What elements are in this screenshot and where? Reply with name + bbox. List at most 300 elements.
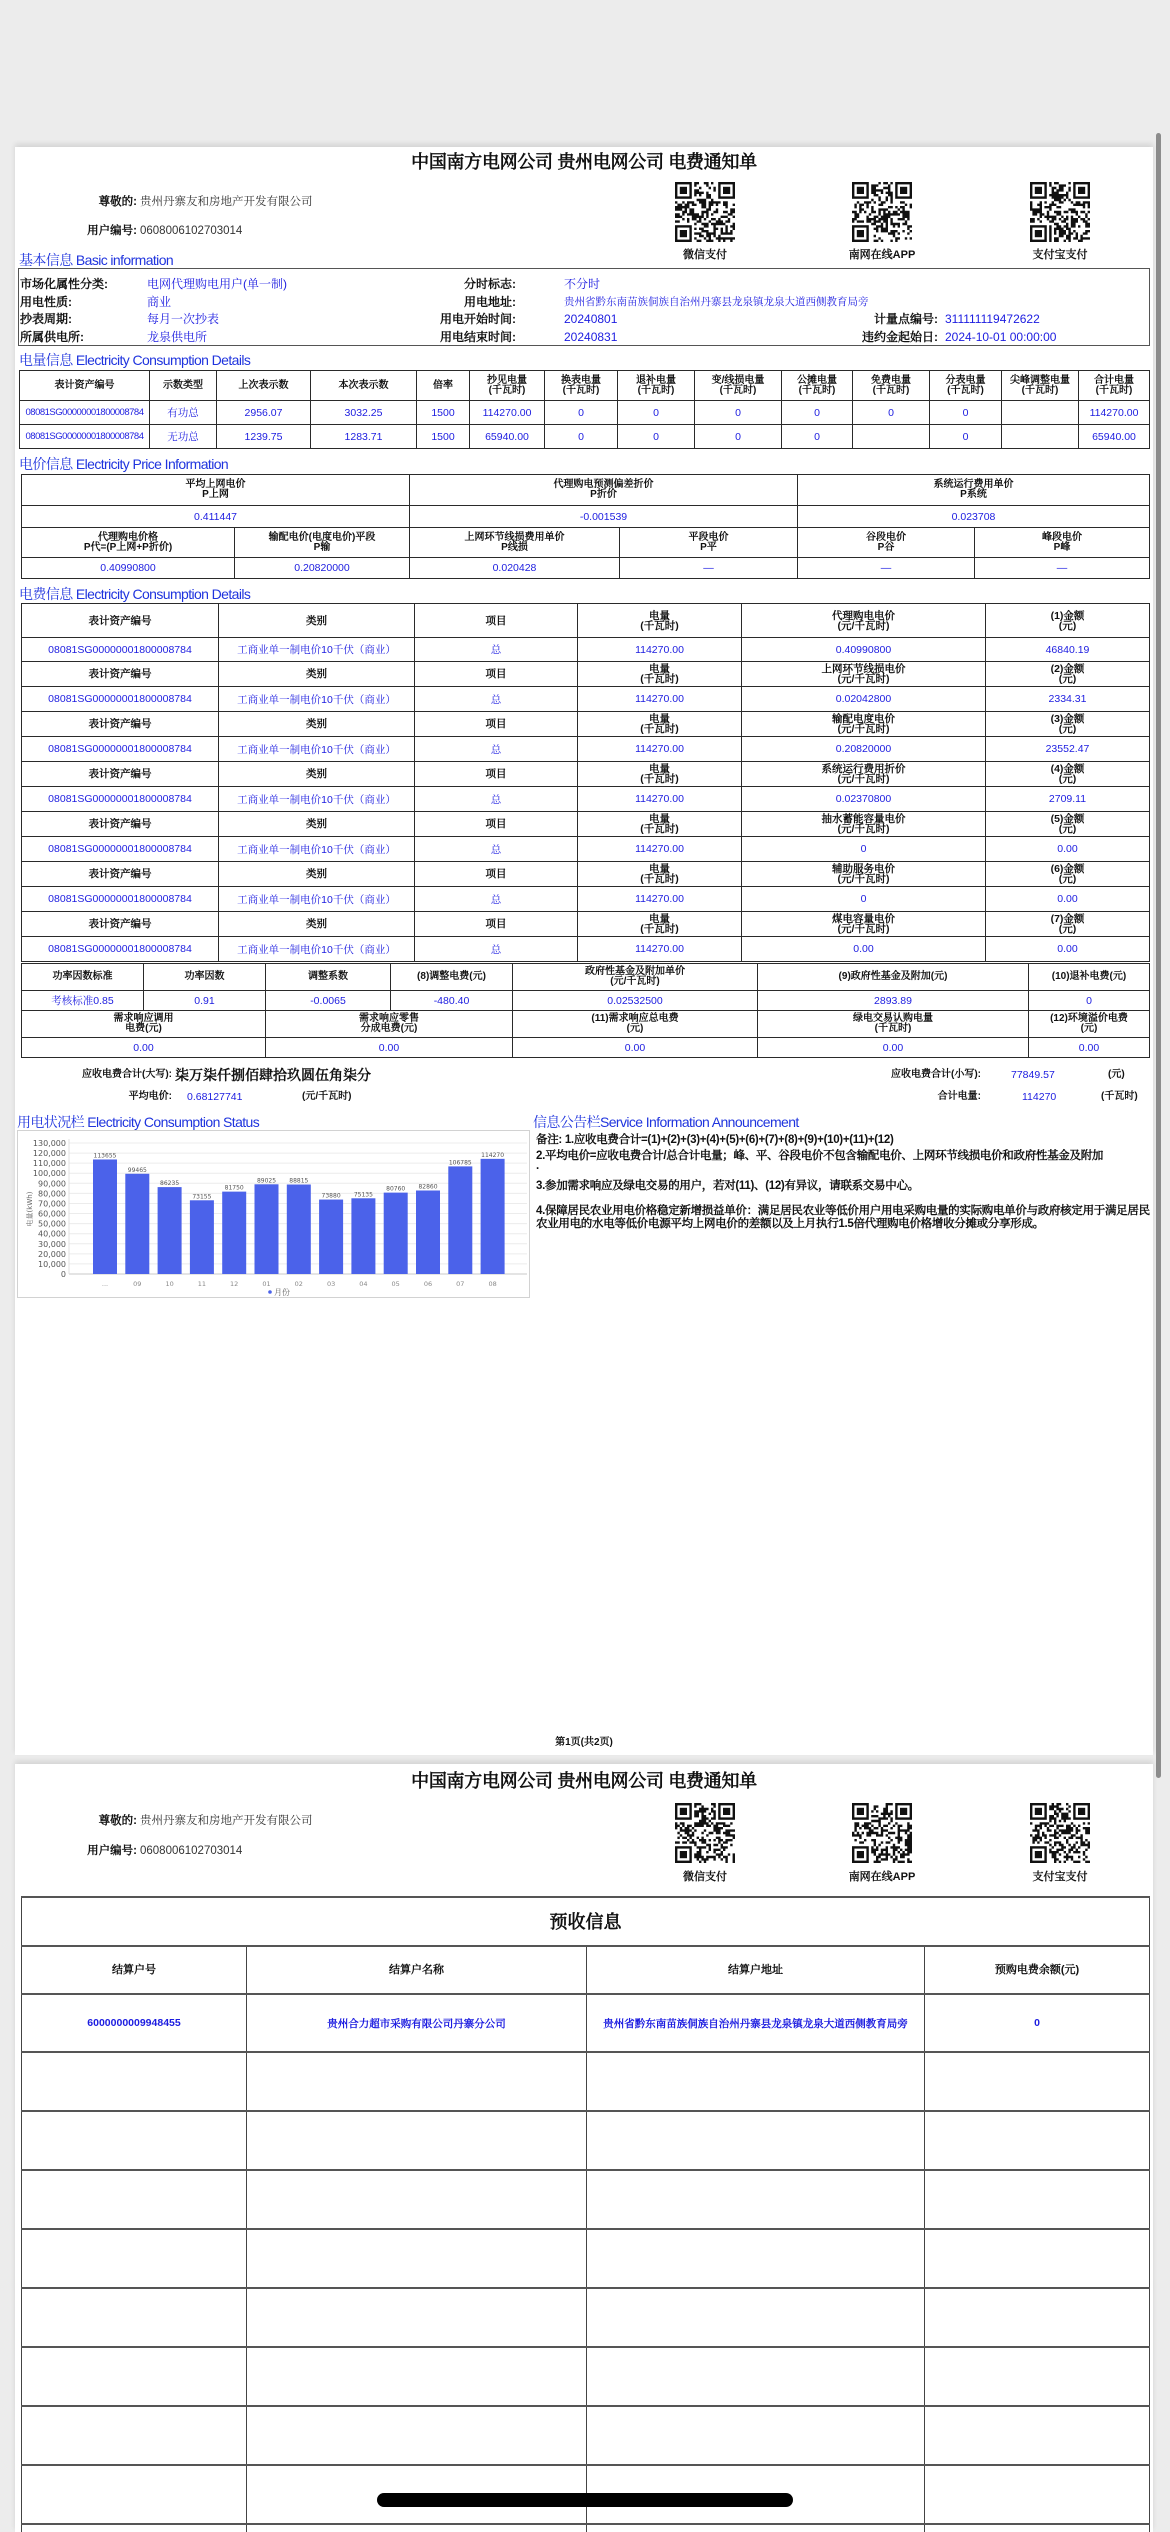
price-value-row [22, 558, 1150, 579]
column-header: 类别 [219, 712, 415, 737]
fee-row [22, 937, 1150, 962]
meter-asset-id: 08081SG00000001800008784 [20, 425, 150, 449]
table-cell: 0.02532500 [513, 991, 758, 1011]
table-cell: 114270.00 [578, 887, 742, 912]
customer-id: 0608006102703014 [140, 225, 243, 237]
table-cell: 0.02042800 [742, 687, 986, 712]
column-header: 类别 [219, 604, 415, 638]
empty-cell [925, 2406, 1150, 2465]
empty-cell [925, 2347, 1150, 2406]
bar [255, 1184, 279, 1274]
qr-label-csg-app: 南网在线APP [848, 249, 916, 261]
station-value: 龙泉供电所 [147, 330, 208, 344]
column-header: 代理购电预测偏差折价 P折价 [410, 475, 798, 506]
table-cell: 08081SG00000001800008784 [22, 638, 219, 662]
qr-code-graphic [1030, 1803, 1090, 1863]
column-header: 表计资产编号 [22, 712, 219, 737]
column-header: 公摊电量 (千瓦时) [782, 371, 853, 401]
fee-row [22, 638, 1150, 662]
price-heading: 电价信息 Electricity Price Information [19, 456, 229, 472]
x-tick-label: 05 [391, 1280, 400, 1288]
market-type-label: 市场化属性分类: [20, 277, 108, 291]
fee-header-row [22, 812, 1150, 837]
column-header: 功率因数 [144, 964, 266, 991]
fee-header-row [22, 762, 1150, 787]
table-cell: 0 [1029, 991, 1150, 1011]
column-header: 电量 (千瓦时) [578, 862, 742, 887]
empty-cell [587, 2170, 925, 2229]
column-header: 项目 [415, 662, 578, 687]
usage-type-value: 商业 [147, 295, 172, 309]
table-cell: 0 [853, 401, 930, 425]
table-cell: 总 [415, 638, 578, 662]
consumption-bar-chart [17, 1130, 530, 1298]
column-header: 抄见电量 (千瓦时) [470, 371, 545, 401]
table-cell: -0.0065 [266, 991, 391, 1011]
price-header-row [22, 475, 1150, 506]
y-tick-label: 10,000 [38, 1259, 66, 1269]
start-time-value: 20240801 [564, 312, 618, 326]
column-header: 结算户名称 [247, 1946, 587, 1994]
market-type-value: 电网代理购电用户(单一制) [147, 277, 287, 291]
prepay-empty-row [22, 2347, 1150, 2406]
legend-marker [268, 1290, 272, 1294]
fee-header-row [22, 604, 1150, 638]
x-tick-label: 06 [423, 1280, 433, 1288]
x-tick-label: 11 [197, 1280, 207, 1288]
y-tick-label: 50,000 [38, 1219, 66, 1229]
column-header: 变/线损电量 (千瓦时) [695, 371, 782, 401]
fee-header-row [22, 712, 1150, 737]
column-header: (5)金额 (元) [986, 812, 1150, 837]
table-cell: 总 [415, 787, 578, 812]
empty-cell [925, 2170, 1150, 2229]
empty-cell [247, 2111, 587, 2170]
fee-row [22, 887, 1150, 912]
y-tick-label: 110,000 [32, 1159, 66, 1169]
qr-label-csg-app: 南网在线APP [848, 1871, 916, 1883]
address-value: 贵州省黔东南苗族侗族自治州丹寨县龙泉镇龙泉大道西侧教育局旁 [564, 296, 869, 308]
table-cell: 46840.19 [986, 638, 1150, 662]
prepay-empty-row [22, 2524, 1150, 2532]
y-tick-label: 100,000 [32, 1169, 66, 1179]
table-cell: 贵州合力超市采购有限公司丹寨分公司 [247, 1994, 587, 2052]
column-header: 电量 (千瓦时) [578, 712, 742, 737]
prepay-title: 预收信息 [22, 1897, 1150, 1946]
prepay-header-row [22, 1946, 1150, 1994]
column-header: (12)环境溢价电费 (元) [1029, 1011, 1150, 1038]
usage-status-heading: 用电状况栏 Electricity Consumption Status [17, 1114, 260, 1130]
empty-cell [247, 2524, 587, 2532]
fee-header-row [22, 862, 1150, 887]
customer-name: 贵州丹寨友和房地产开发有限公司 [140, 1815, 313, 1827]
table-cell: — [798, 558, 975, 579]
column-header: 需求响应零售 分成电费(元) [266, 1011, 513, 1038]
announcement-line: 2.平均电价=应收电费合计/总合计电量；峰、平、谷段电价不包含输配电价、上网环节线损电价和政府性基金及附加 [536, 1150, 1104, 1162]
basic-info-heading: 基本信息 Basic information [19, 252, 174, 268]
table-cell: 总 [415, 687, 578, 712]
bar [158, 1187, 182, 1274]
home-indicator[interactable] [377, 2493, 793, 2507]
table-cell: 0.00 [513, 1038, 758, 1058]
table-cell: 1500 [417, 425, 470, 449]
total-kwh-value: 114270 [1022, 1091, 1057, 1103]
table-cell: 工商业单一制电价10千伏（商业） [219, 837, 415, 862]
customer-id-label: 用户编号: [87, 225, 137, 237]
column-header: 系统运行费用单价 P系统 [798, 475, 1150, 506]
table-cell: 08081SG00000001800008784 [22, 787, 219, 812]
table-cell: 2893.89 [758, 991, 1029, 1011]
qr-code-icon [1030, 1803, 1090, 1863]
column-header: 倍率 [417, 371, 470, 401]
column-header: 上网环节线损电价 (元/千瓦时) [742, 662, 986, 687]
table-cell: 2709.11 [986, 787, 1150, 812]
table-cell: 0 [545, 425, 618, 449]
x-tick-label: 02 [294, 1280, 303, 1288]
adjustment-value-row [22, 1038, 1150, 1058]
table-cell: 无功总 [150, 425, 217, 449]
table-cell [1002, 425, 1079, 449]
bill-page-1 [15, 147, 1153, 1755]
table-cell: 0.00 [986, 887, 1150, 912]
column-header: 需求响应调用 电费(元) [22, 1011, 266, 1038]
fee-header-row [22, 662, 1150, 687]
fee-row [22, 737, 1150, 762]
bar [93, 1159, 117, 1274]
scrollbar[interactable] [1156, 133, 1161, 1778]
x-tick-label: 01 [262, 1280, 271, 1288]
adjustment-table [21, 963, 1150, 1058]
data-label: 99465 [127, 1166, 147, 1174]
avg-price-unit: (元/千瓦时) [302, 1091, 352, 1102]
table-cell: 2334.31 [986, 687, 1150, 712]
bar [222, 1192, 246, 1274]
data-label: 88815 [289, 1177, 309, 1185]
bar [481, 1159, 505, 1274]
table-cell: — [620, 558, 798, 579]
prepay-row [22, 1994, 1150, 2052]
consumption-table [19, 370, 1150, 449]
column-header: 免费电量 (千瓦时) [853, 371, 930, 401]
table-cell: 总 [415, 887, 578, 912]
data-label: 73155 [192, 1193, 212, 1201]
table-cell: 114270.00 [578, 737, 742, 762]
column-header: 换表电量 (千瓦时) [545, 371, 618, 401]
qr-code-icon [852, 1803, 912, 1863]
table-cell: 0.00 [266, 1038, 513, 1058]
table-cell: 65940.00 [470, 425, 545, 449]
reading-cycle-label: 抄表周期: [20, 312, 72, 326]
y-tick-label: 130,000 [32, 1139, 66, 1148]
start-time-label: 用电开始时间: [440, 312, 516, 326]
fee-heading: 电费信息 Electricity Consumption Details [19, 586, 251, 602]
table-cell: 114270.00 [578, 638, 742, 662]
table-cell: 0.40990800 [742, 638, 986, 662]
x-tick-label: 04 [359, 1280, 368, 1288]
meter-asset-id: 08081SG00000001800008784 [20, 401, 150, 425]
table-cell: 0.91 [144, 991, 266, 1011]
table-cell: 3032.25 [311, 401, 417, 425]
column-header: 类别 [219, 862, 415, 887]
table-cell: 工商业单一制电价10千伏（商业） [219, 687, 415, 712]
empty-cell [925, 2465, 1150, 2524]
empty-cell [587, 2229, 925, 2288]
empty-cell [22, 2170, 247, 2229]
column-header: 抽水蓄能容量电价 (元/千瓦时) [742, 812, 986, 837]
prepay-empty-row [22, 2111, 1150, 2170]
y-tick-label: 70,000 [38, 1199, 66, 1209]
customer-name-label: 尊敬的: [98, 196, 137, 208]
customer-name-label: 尊敬的: [98, 1815, 137, 1827]
qr-code-icon [675, 182, 735, 242]
table-cell [1002, 401, 1079, 425]
column-header: 项目 [415, 862, 578, 887]
price-table [21, 474, 1150, 579]
table-cell: 工商业单一制电价10千伏（商业） [219, 737, 415, 762]
column-header: 代理购电价格 P代=(P上网+P折价) [22, 528, 235, 558]
column-header: 合计电量 (千瓦时) [1079, 371, 1150, 401]
table-cell: 0.00 [986, 837, 1150, 862]
qr-label-wechat-pay: 微信支付 [683, 1871, 727, 1883]
adjustment-header-row [22, 1011, 1150, 1038]
amount-upper-value: 柒万柒仟捌佰肆拾玖圆伍角柒分 [175, 1067, 371, 1083]
column-header: 类别 [219, 812, 415, 837]
prepay-empty-row [22, 2170, 1150, 2229]
table-cell: 有功总 [150, 401, 217, 425]
column-header: 政府性基金及附加单价 (元/千瓦时) [513, 964, 758, 991]
prepay-empty-row [22, 2406, 1150, 2465]
empty-cell [247, 2406, 587, 2465]
qr-code-icon [852, 182, 912, 242]
table-cell: 0.023708 [798, 506, 1150, 528]
column-header: 本次表示数 [311, 371, 417, 401]
bar [384, 1193, 408, 1274]
column-header: 系统运行费用折价 (元/千瓦时) [742, 762, 986, 787]
table-cell: 08081SG00000001800008784 [22, 737, 219, 762]
column-header: 类别 [219, 762, 415, 787]
empty-cell [22, 2347, 247, 2406]
bar [287, 1185, 311, 1274]
table-cell: 08081SG00000001800008784 [22, 887, 219, 912]
basic-info-box [18, 268, 1150, 346]
column-header: 项目 [415, 712, 578, 737]
column-header: 表计资产编号 [22, 662, 219, 687]
bill-page-2 [15, 1764, 1153, 2532]
column-header: 上次表示数 [217, 371, 311, 401]
column-header: 项目 [415, 812, 578, 837]
y-tick-label: 0 [60, 1270, 66, 1279]
customer-name: 贵州丹寨友和房地产开发有限公司 [140, 196, 313, 208]
empty-cell [587, 2406, 925, 2465]
column-header: 表计资产编号 [22, 862, 219, 887]
bar [319, 1200, 343, 1274]
penalty-start-value: 2024-10-01 00:00:00 [945, 330, 1057, 344]
data-label: 81750 [224, 1184, 244, 1192]
page-number: 第1页(共2页) [555, 1737, 613, 1748]
end-time-value: 20240831 [564, 330, 618, 344]
x-tick-label: 09 [133, 1280, 142, 1288]
column-header: 表计资产编号 [22, 812, 219, 837]
table-cell: 考核标准0.85 [22, 991, 144, 1011]
table-cell: 0.00 [22, 1038, 266, 1058]
column-header: 类别 [219, 662, 415, 687]
table-cell: 114270.00 [578, 687, 742, 712]
fee-row [22, 687, 1150, 712]
empty-cell [247, 2288, 587, 2347]
x-tick-label: 07 [456, 1280, 465, 1288]
qr-code-graphic [1030, 182, 1090, 242]
chart-svg [18, 1131, 529, 1297]
table-cell: 0.20820000 [742, 737, 986, 762]
column-header: 退补电量 (千瓦时) [618, 371, 695, 401]
table-cell: 0.411447 [22, 506, 410, 528]
amount-lower-value: 77849.57 [1011, 1069, 1055, 1081]
table-cell: 23552.47 [986, 737, 1150, 762]
usage-type-label: 用电性质: [20, 295, 72, 309]
data-label: 89025 [256, 1177, 277, 1185]
fee-header-row [22, 912, 1150, 937]
y-tick-label: 40,000 [38, 1229, 66, 1239]
empty-cell [22, 2052, 247, 2111]
column-header: (8)调整电费(元) [391, 964, 513, 991]
column-header: 电量 (千瓦时) [578, 662, 742, 687]
data-label: 82860 [418, 1183, 438, 1191]
adjustment-header-row [22, 964, 1150, 991]
table-cell: 0 [930, 425, 1002, 449]
table-cell: 114270.00 [470, 401, 545, 425]
column-header: 表计资产编号 [22, 604, 219, 638]
tou-flag-value: 不分时 [564, 277, 601, 291]
end-time-label: 用电结束时间: [440, 330, 516, 344]
column-header: 输配电度电价 (元/千瓦时) [742, 712, 986, 737]
price-value-row [22, 506, 1150, 528]
column-header: 功率因数标准 [22, 964, 144, 991]
prepay-empty-row [22, 2288, 1150, 2347]
table-cell: 工商业单一制电价10千伏（商业） [219, 787, 415, 812]
x-tick-label: 12 [230, 1280, 239, 1288]
column-header: 电量 (千瓦时) [578, 604, 742, 638]
bill-title: 中国南方电网公司 贵州电网公司 电费通知单 [411, 1771, 757, 1791]
column-header: (4)金额 (元) [986, 762, 1150, 787]
data-label: 86235 [160, 1180, 180, 1188]
table-cell: 1239.75 [217, 425, 311, 449]
column-header: (3)金额 (元) [986, 712, 1150, 737]
bar [416, 1191, 440, 1274]
total-kwh-unit: (千瓦时) [1101, 1091, 1138, 1102]
table-cell: — [975, 558, 1150, 579]
table-cell: 0 [695, 401, 782, 425]
amount-unit: (元) [1108, 1069, 1125, 1080]
table-cell: 0 [930, 401, 1002, 425]
y-tick-label: 60,000 [38, 1209, 66, 1219]
table-cell: 0 [925, 1994, 1150, 2052]
empty-cell [925, 2229, 1150, 2288]
bar [190, 1200, 214, 1274]
table-cell: 114270.00 [578, 937, 742, 962]
bar [448, 1166, 472, 1274]
column-header: 电量 (千瓦时) [578, 762, 742, 787]
consumption-row [20, 425, 1150, 449]
table-cell: 0.00 [742, 937, 986, 962]
data-label: 106785 [448, 1159, 472, 1167]
data-label: 113655 [93, 1152, 117, 1160]
column-header: 项目 [415, 762, 578, 787]
empty-cell [587, 2347, 925, 2406]
table-cell: 总 [415, 837, 578, 862]
fee-row [22, 787, 1150, 812]
qr-code-graphic [675, 1803, 735, 1863]
column-header: (6)金额 (元) [986, 862, 1150, 887]
column-header: 峰段电价 P峰 [975, 528, 1150, 558]
data-label: 80760 [386, 1185, 406, 1193]
announcement-line: 3.参加需求响应及绿电交易的用户，若对(11)、(12)有异议，请联系交易中心。 [536, 1180, 919, 1192]
amount-lower-label: 应收电费合计(小写): [891, 1069, 981, 1080]
consumption-header-row [20, 371, 1150, 401]
x-tick-label: ... [101, 1280, 109, 1288]
table-cell: 0.02370800 [742, 787, 986, 812]
empty-cell [247, 2052, 587, 2111]
empty-cell [22, 2288, 247, 2347]
qr-code-graphic [675, 182, 735, 242]
column-header: 电量 (千瓦时) [578, 912, 742, 937]
prepay-empty-row [22, 2229, 1150, 2288]
table-cell: 0.00 [986, 937, 1150, 962]
table-cell: 0.40990800 [22, 558, 235, 579]
avg-price-value: 0.68127741 [187, 1091, 243, 1103]
table-cell: 08081SG00000001800008784 [22, 837, 219, 862]
column-header: 结算户地址 [587, 1946, 925, 1994]
table-cell: 0 [695, 425, 782, 449]
table-cell: 0 [782, 401, 853, 425]
prepay-table [21, 1896, 1150, 2532]
column-header: 代理购电电价 (元/千瓦时) [742, 604, 986, 638]
table-cell: 114270.00 [578, 787, 742, 812]
column-header: 调整系数 [266, 964, 391, 991]
empty-cell [22, 2524, 247, 2532]
empty-cell [22, 2229, 247, 2288]
column-header: 预购电费余额(元) [925, 1946, 1150, 1994]
table-cell: 0.20820000 [235, 558, 410, 579]
qr-code-graphic [852, 182, 912, 242]
table-cell: 总 [415, 937, 578, 962]
tou-flag-label: 分时标志: [464, 277, 516, 291]
x-tick-label: 08 [488, 1280, 497, 1288]
column-header: 平段电价 P平 [620, 528, 798, 558]
y-tick-label: 80,000 [38, 1189, 66, 1199]
table-cell: 总 [415, 737, 578, 762]
column-header: 项目 [415, 912, 578, 937]
empty-cell [925, 2288, 1150, 2347]
qr-code-icon [1030, 182, 1090, 242]
y-tick-label: 30,000 [38, 1239, 66, 1249]
empty-cell [22, 2465, 247, 2524]
qr-code-icon [675, 1803, 735, 1863]
legend-label: 月份 [274, 1288, 290, 1297]
table-cell: 1283.71 [311, 425, 417, 449]
announcement-heading: 信息公告栏Service Information Announcement [533, 1114, 799, 1130]
prepay-empty-row [22, 2052, 1150, 2111]
table-cell: 贵州省黔东南苗族侗族自治州丹寨县龙泉镇龙泉大道西侧教育局旁 [587, 1994, 925, 2052]
table-cell: 1500 [417, 401, 470, 425]
y-tick-label: 20,000 [38, 1249, 66, 1259]
column-header: 项目 [415, 604, 578, 638]
meter-point-label: 计量点编号: [874, 312, 938, 326]
table-cell: 65940.00 [1079, 425, 1150, 449]
table-cell: -480.40 [391, 991, 513, 1011]
qr-label-alipay: 支付宝支付 [1032, 1871, 1088, 1883]
empty-cell [247, 2170, 587, 2229]
empty-cell [22, 2111, 247, 2170]
